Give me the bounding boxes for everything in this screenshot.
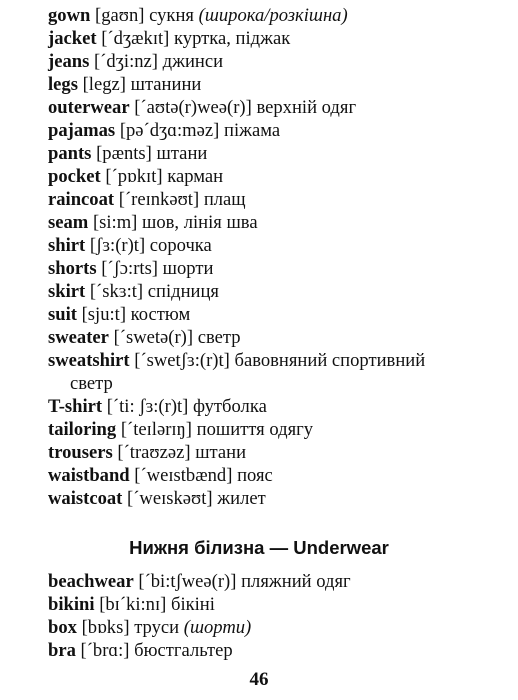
entry-word: legs	[48, 74, 78, 95]
glossary-entry	[48, 418, 510, 441]
glossary-entry	[48, 280, 510, 303]
entry-translation: сукня	[149, 5, 194, 26]
entry-translation: спідниця	[147, 281, 219, 302]
glossary-list-clothes	[48, 4, 510, 510]
entry-transcription: [´dʒækɪt]	[101, 28, 170, 49]
glossary-entry	[48, 570, 510, 593]
entry-transcription: [´ʃɔ:rts]	[101, 258, 158, 279]
entry-translation: бавовняний спортивний	[234, 350, 426, 371]
glossary-entry	[48, 73, 510, 96]
entry-translation: куртка, піджак	[174, 28, 291, 49]
entry-note: (широка/розкішна)	[198, 5, 348, 26]
entry-translation: карман	[167, 166, 224, 187]
entry-transcription: [´swetʃɜ:(r)t]	[134, 350, 230, 371]
entry-transcription: [ʃɜ:(r)t]	[89, 235, 146, 256]
entry-transcription: [´bi:tʃweə(r)]	[138, 571, 237, 592]
entry-word: bikini	[48, 594, 95, 615]
glossary-entry	[48, 96, 510, 119]
entry-word: outerwear	[48, 97, 130, 118]
glossary-entry	[48, 257, 510, 280]
glossary-entry	[48, 165, 510, 188]
entry-translation: бюстгальтер	[134, 640, 233, 661]
entry-transcription: [bɪ´ki:nɪ]	[99, 594, 167, 615]
entry-translation: жилет	[217, 488, 266, 509]
glossary-entry	[48, 234, 510, 257]
entry-word: pocket	[48, 166, 101, 187]
entry-transcription: [si:m]	[92, 212, 138, 233]
entry-transcription: [´brɑ:]	[80, 640, 130, 661]
entry-transcription: [´pɒkɪt]	[105, 166, 163, 187]
entry-word: waistcoat	[48, 488, 123, 509]
entry-translation: плащ	[203, 189, 246, 210]
glossary-list-underwear	[48, 570, 510, 662]
entry-word: tailoring	[48, 419, 117, 440]
entry-transcription: [´skɜ:t]	[89, 281, 144, 302]
entry-translation: штани	[156, 143, 208, 164]
glossary-entry	[48, 27, 510, 50]
section-heading: Нижня білизна — Underwear	[129, 537, 389, 558]
glossary-entry	[48, 487, 510, 510]
glossary-entry	[48, 211, 510, 234]
entry-translation: пляжний одяг	[241, 571, 351, 592]
entry-translation: футболка	[193, 396, 267, 417]
entry-translation: шов, лінія шва	[142, 212, 258, 233]
entry-transcription: [´reɪnkəʊt]	[118, 189, 200, 210]
glossary-entry	[48, 395, 510, 418]
entry-transcription: [´weɪskəʊt]	[127, 488, 213, 509]
entry-translation: шорти	[162, 258, 214, 279]
entry-transcription: [´teɪlərɪŋ]	[120, 419, 192, 440]
entry-word: shirt	[48, 235, 86, 256]
entry-translation-continued: светр	[70, 373, 113, 394]
entry-word: sweatshirt	[48, 350, 130, 371]
entry-transcription: [´dʒi:nz]	[93, 51, 158, 72]
entry-translation: светр	[197, 327, 241, 348]
glossary-entry	[48, 119, 510, 142]
entry-transcription: [´ti: ʃɜ:(r)t]	[106, 396, 189, 417]
page-number: 46	[249, 669, 269, 690]
glossary-entry	[48, 142, 510, 165]
entry-translation: бікіні	[170, 594, 215, 615]
entry-translation: пояс	[237, 465, 273, 486]
entry-word: pajamas	[48, 120, 116, 141]
entry-word: suit	[48, 304, 77, 325]
entry-translation: штанини	[130, 74, 202, 95]
entry-transcription: [pænts]	[96, 143, 152, 164]
entry-word: trousers	[48, 442, 113, 463]
entry-transcription: [bɒks]	[81, 617, 130, 638]
entry-transcription: [sju:t]	[81, 304, 127, 325]
glossary-entry	[48, 50, 510, 73]
entry-word: sweater	[48, 327, 109, 348]
glossary-entry	[48, 616, 510, 639]
entry-transcription: [´traʊzəz]	[117, 442, 191, 463]
entry-word: waistband	[48, 465, 130, 486]
glossary-entry	[48, 464, 510, 487]
entry-translation: піжама	[224, 120, 281, 141]
glossary-entry	[48, 639, 510, 662]
glossary-entry	[48, 188, 510, 211]
entry-word: jeans	[48, 51, 90, 72]
entry-translation: джинси	[162, 51, 224, 72]
glossary-entry	[48, 441, 510, 464]
entry-word: skirt	[48, 281, 86, 302]
entry-translation: труси	[134, 617, 180, 638]
entry-transcription: [gaʊn]	[95, 5, 145, 26]
glossary-entry	[48, 303, 510, 326]
glossary-entry	[48, 326, 510, 349]
entry-word: raincoat	[48, 189, 115, 210]
glossary-entry	[48, 593, 510, 616]
entry-transcription: [legz]	[82, 74, 126, 95]
entry-word: beachwear	[48, 571, 134, 592]
entry-transcription: [´weɪstbænd]	[134, 465, 233, 486]
entry-transcription: [pə´dʒɑ:məz]	[119, 120, 220, 141]
entry-translation: сорочка	[149, 235, 212, 256]
entry-word: seam	[48, 212, 89, 233]
entry-word: pants	[48, 143, 92, 164]
glossary-entry	[48, 4, 510, 27]
entry-word: box	[48, 617, 77, 638]
entry-word: bra	[48, 640, 76, 661]
entry-word: shorts	[48, 258, 97, 279]
entry-note: (шорти)	[183, 617, 252, 638]
entry-word: jacket	[48, 28, 97, 49]
entry-transcription: [´swetə(r)]	[113, 327, 194, 348]
entry-word: T-shirt	[48, 396, 103, 417]
entry-translation: костюм	[130, 304, 191, 325]
entry-translation: пошиття одягу	[196, 419, 314, 440]
entry-word: gown	[48, 5, 91, 26]
entry-translation: штани	[195, 442, 247, 463]
glossary-entry	[48, 349, 510, 395]
entry-transcription: [´aʊtə(r)weə(r)]	[134, 97, 252, 118]
entry-translation: верхній одяг	[256, 97, 357, 118]
